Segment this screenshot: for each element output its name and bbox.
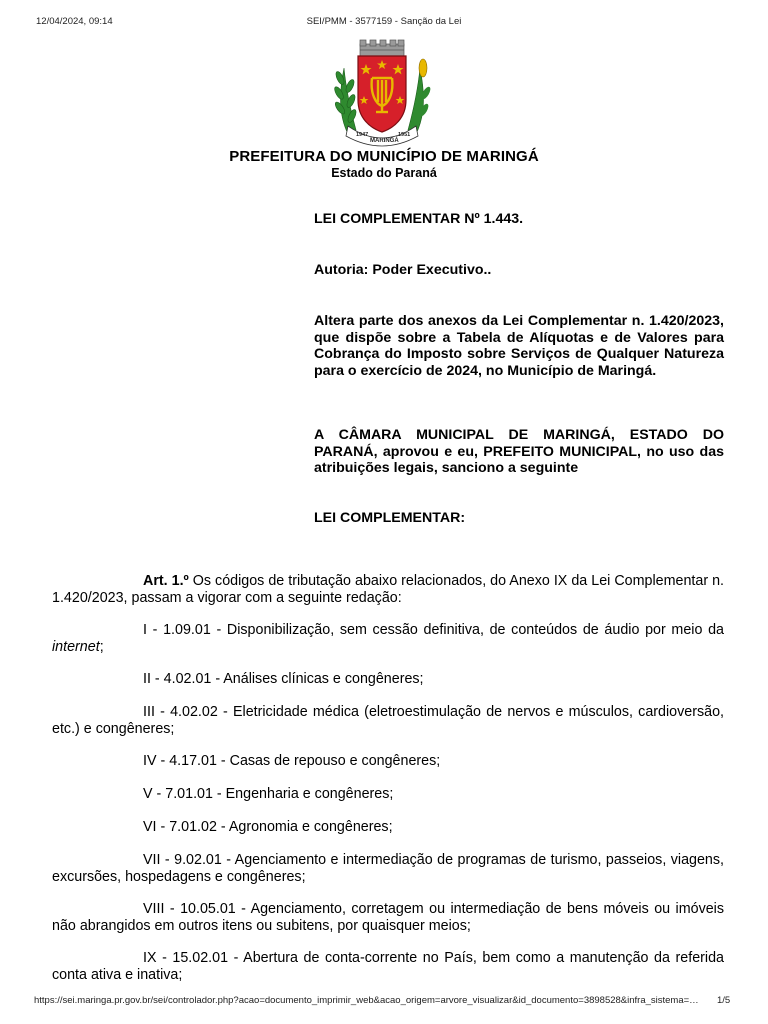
organization-state: Estado do Paraná xyxy=(331,166,437,180)
article-1-label: Art. 1.º xyxy=(143,573,189,589)
item-iii: III - 4.02.02 - Eletricidade médica (eletroestimulação de nervos e músculos, cardioversão, etc.) e congêneres; xyxy=(52,704,724,737)
item-i-end: ; xyxy=(99,638,104,655)
organization-name: PREFEITURA DO MUNICÍPIO DE MARINGÁ xyxy=(229,148,539,165)
municipal-coat-of-arms xyxy=(330,38,434,150)
page-number: 1/5 xyxy=(717,995,731,1006)
law-enactment-clause: A CÂMARA MUNICIPAL DE MARINGÁ, ESTADO DO PARANÁ, aprovou e eu, PREFEITO MUNICIPAL, no uso das atribuições legais, sanciono a seguinte xyxy=(314,427,724,476)
item-ix: IX - 15.02.01 - Abertura de conta-corrente no País, bem como a manutenção da referida conta ativa e inativa; xyxy=(52,950,724,983)
item-v: V - 7.01.01 - Engenharia e congêneres; xyxy=(143,786,394,802)
crest-year-right: 1951 xyxy=(398,132,411,138)
print-footer xyxy=(0,995,768,1009)
law-summary: Altera parte dos anexos da Lei Complementar n. 1.420/2023, que dispõe sobre a Tabela de Alíquotas e de Valores para Cobrança do Imposto sobre Serviços de Qualquer Natureza para o exercício de 2024, no Município de Maringá. xyxy=(314,313,724,379)
left-leaf-branch xyxy=(333,68,358,134)
item-i-text: I - 1.09.01 - Disponibilização, sem cessão definitiva, de conteúdos de áudio por meio da xyxy=(143,622,724,638)
law-heading: LEI COMPLEMENTAR: xyxy=(314,510,466,526)
item-iv: IV - 4.17.01 - Casas de repouso e congêneres; xyxy=(143,753,441,769)
print-datetime: 12/04/2024, 09:14 xyxy=(36,16,113,27)
crest-city-name: MARINGÁ xyxy=(370,138,399,144)
print-header xyxy=(0,16,768,30)
mural-crown xyxy=(360,40,404,56)
item-vi: VI - 7.01.02 - Agronomia e congêneres; xyxy=(143,819,393,835)
item-ii: II - 4.02.01 - Análises clínicas e congêneres; xyxy=(143,671,424,687)
print-document-title: SEI/PMM - 3577159 - Sanção da Lei xyxy=(306,16,462,27)
item-viii: VIII - 10.05.01 - Agenciamento, corretagem ou intermediação de bens móveis ou imóveis não abrangidos em outros itens ou subitens, por quaisquer meios; xyxy=(52,901,724,934)
crest-year-left: 1947 xyxy=(356,132,369,138)
item-i-italic: internet xyxy=(52,638,100,655)
item-vii: VII - 9.02.01 - Agenciamento e intermediação de programas de turismo, passeios, viagens, excursões, hospedagens e congêneres; xyxy=(52,852,724,885)
print-url: https://sei.maringa.pr.gov.br/sei/controlador.php?acao=documento_imprimir_web&acao_origem=arvore_visualizar&id_documento=3898528&infra_sistema=… xyxy=(34,995,699,1006)
law-authorship: Autoria: Poder Executivo.. xyxy=(314,262,492,278)
article-1 xyxy=(52,573,724,606)
item-i xyxy=(52,622,724,655)
law-number: LEI COMPLEMENTAR Nº 1.443. xyxy=(314,211,524,227)
article-1-text: Os códigos de tributação abaixo relacionados, do Anexo IX da Lei Complementar n. 1.420/2023, passam a vigorar com a seguinte redação: xyxy=(52,573,724,606)
right-corn-branch xyxy=(408,59,432,134)
